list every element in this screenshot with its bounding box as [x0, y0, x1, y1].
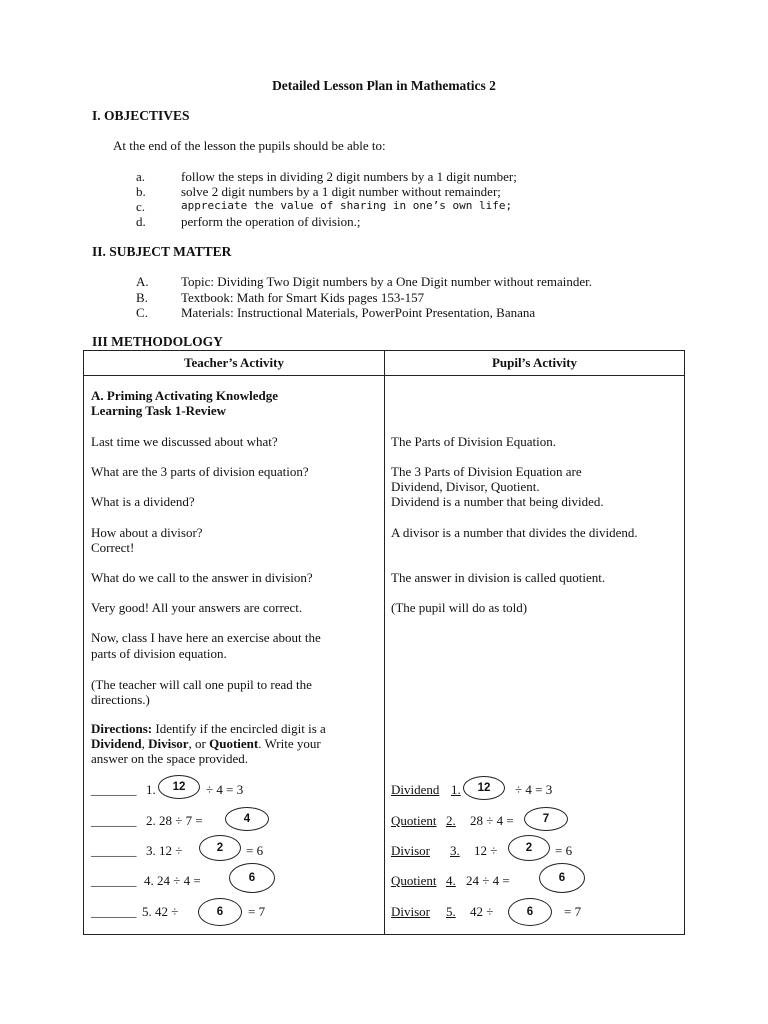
pupil-answer: Dividend	[391, 782, 440, 797]
objective-letter: c.	[136, 199, 146, 214]
exercise-equation: 24 ÷ 4 =	[466, 873, 510, 888]
subject-letter: B.	[136, 290, 148, 305]
exercise-equation: = 7	[248, 904, 266, 919]
objectives-heading: I. OBJECTIVES	[92, 108, 190, 123]
subject-text: Textbook: Math for Smart Kids pages 153-157	[181, 290, 425, 305]
exercise-number: 5.	[446, 904, 456, 919]
pupil-line: Dividend is a number that being divided.	[391, 494, 604, 509]
answer-blank: _______	[91, 843, 137, 858]
encircled-digit: 7	[524, 807, 568, 831]
objectives-intro: At the end of the lesson the pupils should be able to:	[113, 138, 386, 153]
directions-line: answer on the space provided.	[91, 751, 249, 766]
subject-matter-heading: II. SUBJECT MATTER	[92, 244, 232, 259]
pupil-line: (The pupil will do as told)	[391, 600, 528, 615]
pupil-answer: Divisor	[391, 843, 430, 858]
exercise-equation: = 6	[246, 843, 264, 858]
encircled-digit: 6	[508, 898, 552, 926]
directions-line	[91, 736, 321, 752]
objective-text: follow the steps in dividing 2 digit numbers by a 1 digit number;	[181, 169, 517, 184]
objective-letter: d.	[136, 214, 146, 229]
teacher-line: What is a dividend?	[91, 494, 195, 509]
exercise-equation: = 6	[555, 843, 573, 858]
encircled-digit: 6	[198, 898, 242, 926]
directions-term: Divisor	[148, 736, 189, 751]
exercise-equation: 12 ÷	[474, 843, 498, 858]
subject-text: Topic: Dividing Two Digit numbers by a One Digit number without remainder.	[181, 274, 592, 289]
teacher-line: Now, class I have here an exercise about the	[91, 630, 321, 645]
encircled-digit: 2	[508, 835, 550, 861]
exercise-number: 2.	[446, 813, 456, 828]
exercise-number: 3.	[450, 843, 460, 858]
exercise-number: 4.	[446, 873, 456, 888]
exercise-equation: ÷ 4 = 3	[515, 782, 553, 797]
objective-text: perform the operation of division.;	[181, 214, 361, 229]
teacher-line: What are the 3 parts of division equation?	[91, 464, 309, 479]
encircled-digit: 12	[158, 775, 200, 799]
directions-text: Identify if the encircled digit is a	[152, 721, 326, 736]
exercise-equation: 42 ÷	[470, 904, 494, 919]
directions-term: Quotient	[209, 736, 259, 751]
teacher-line: directions.)	[91, 692, 150, 707]
encircled-digit: 4	[225, 807, 269, 831]
teacher-column-header: Teacher’s Activity	[84, 351, 385, 376]
directions-sep: , or	[188, 736, 210, 751]
directions-line	[91, 721, 326, 737]
objective-text: appreciate the value of sharing in one’s own life;	[181, 199, 513, 212]
pupil-column-header: Pupil’s Activity	[385, 351, 685, 376]
methodology-heading: III METHODOLOGY	[92, 334, 223, 349]
teacher-line: Last time we discussed about what?	[91, 434, 278, 449]
pupil-line: The answer in division is called quotient.	[391, 570, 606, 585]
answer-blank: _______	[91, 782, 137, 797]
pupil-answer: Quotient	[391, 813, 437, 828]
subject-letter: A.	[136, 274, 149, 289]
teacher-line: What do we call to the answer in division?	[91, 570, 313, 585]
exercise-equation: ÷ 4 = 3	[206, 782, 244, 797]
pupil-answer: Quotient	[391, 873, 437, 888]
section-subtitle: Learning Task 1-Review	[91, 403, 227, 418]
page-title: Detailed Lesson Plan in Mathematics 2	[272, 78, 496, 93]
encircled-digit: 6	[539, 863, 585, 893]
exercise-equation: = 7	[564, 904, 582, 919]
pupil-line: A divisor is a number that divides the dividend.	[391, 525, 638, 540]
teacher-line: Correct!	[91, 540, 135, 555]
answer-blank: _______	[91, 904, 137, 919]
exercise-equation: 4. 24 ÷ 4 =	[144, 873, 201, 888]
teacher-line: How about a divisor?	[91, 525, 203, 540]
exercise-number: 1.	[146, 782, 156, 797]
teacher-line: parts of division equation.	[91, 646, 227, 661]
directions-text: . Write your	[258, 736, 321, 751]
objective-letter: a.	[136, 169, 146, 184]
section-title: A. Priming Activating Knowledge	[91, 388, 279, 403]
encircled-digit: 12	[463, 776, 505, 800]
teacher-line: Very good! All your answers are correct.	[91, 600, 303, 615]
directions-term: Dividend	[91, 736, 142, 751]
exercise-number: 1.	[451, 782, 461, 797]
encircled-digit: 2	[199, 835, 241, 861]
exercise-equation: 5. 42 ÷	[142, 904, 179, 919]
pupil-line: Dividend, Divisor, Quotient.	[391, 479, 540, 494]
objective-text: solve 2 digit numbers by a 1 digit number without remainder;	[181, 184, 501, 199]
subject-letter: C.	[136, 305, 148, 320]
answer-blank: _______	[91, 873, 137, 888]
pupil-answer: Divisor	[391, 904, 430, 919]
exercise-equation: 2. 28 ÷ 7 =	[146, 813, 203, 828]
pupil-line: The 3 Parts of Division Equation are	[391, 464, 582, 479]
encircled-digit: 6	[229, 863, 275, 893]
exercise-equation: 3. 12 ÷	[146, 843, 183, 858]
objective-letter: b.	[136, 184, 146, 199]
exercise-equation: 28 ÷ 4 =	[470, 813, 514, 828]
answer-blank: _______	[91, 813, 137, 828]
pupil-line: The Parts of Division Equation.	[391, 434, 557, 449]
subject-text: Materials: Instructional Materials, PowerPoint Presentation, Banana	[181, 305, 536, 320]
teacher-line: (The teacher will call one pupil to read the	[91, 677, 312, 692]
directions-label: Directions:	[91, 721, 153, 736]
directions-sep: ,	[141, 736, 149, 751]
